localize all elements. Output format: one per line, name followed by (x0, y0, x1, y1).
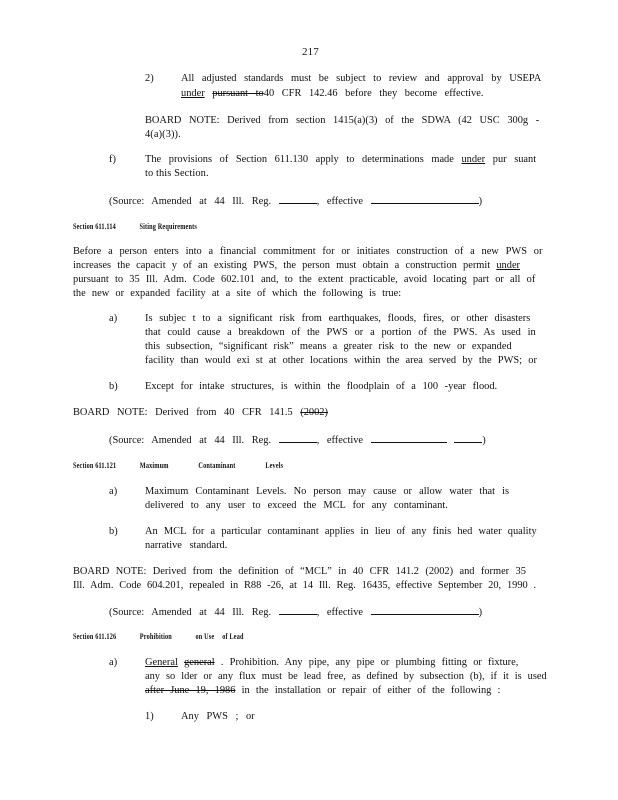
section-heading (73, 222, 197, 231)
board-note: 4(a)(3)). (145, 129, 181, 140)
section-title: on Use (195, 632, 215, 641)
board-note: Ill. Adm. Code 604.201, repealed in R88 -26, at 14 Ill. Reg. 16435, effective September 20, 1990 . (73, 580, 537, 591)
list-item-text: this subsection, “significant risk” means a greater risk to the new or expanded (145, 341, 512, 352)
blank-line (279, 433, 317, 443)
list-item-text: Any PWS ; or (181, 711, 255, 722)
section-title: Prohibition (139, 632, 172, 641)
list-item-number: a) (109, 657, 118, 668)
blank-line (279, 194, 317, 204)
list-item-text: any so lder or any flux must be lead free, as defined by subsection (b), if it is used (145, 671, 547, 682)
list-item-number: 2) (145, 73, 154, 84)
inserted-text: under (181, 88, 205, 99)
text-run: ) (478, 196, 483, 207)
blank-line (454, 433, 482, 443)
inserted-text: under (461, 154, 486, 165)
list-item-number: b) (109, 381, 118, 392)
section-title: of Lead (222, 632, 244, 641)
source-note (109, 433, 486, 447)
list-item-number: 1) (145, 711, 154, 722)
section-number: Section 611.126 (73, 632, 117, 641)
paragraph-text: pursuant to 35 Ill. Adm. Code 602.101 and, to the extent practicable, avoid locating part or all of (73, 274, 536, 285)
deleted-text: pursuant to (212, 88, 264, 99)
list-item-text (145, 486, 509, 498)
text-run: (Source: Amended at 44 Ill. Reg. (109, 607, 272, 618)
list-item-text: that could cause a breakdown of the PWS or a portion of the PWS. As used in (145, 327, 536, 338)
text-run: ) (478, 607, 483, 618)
list-item-text: to this Section. (145, 168, 209, 179)
list-item-text: All adjusted standards must be subject to review and approval by USEPA (181, 73, 542, 84)
deleted-text: (2002) (300, 407, 328, 418)
list-item-text (145, 657, 518, 669)
list-item-text: Is subjec t to a significant risk from earthquakes, floods, fires, or other disasters (145, 313, 531, 324)
text-run: ) (482, 435, 486, 446)
deleted-text: general (184, 657, 215, 668)
list-item-number: a) (109, 313, 118, 324)
text-run: in the installation or repair of either of the following : (241, 685, 501, 696)
text-run: The provisions of Section 611.130 apply to determinations made (145, 154, 454, 165)
board-note: BOARD NOTE: Derived from section 1415(a)(3) of the SDWA (42 USC 300g - (145, 115, 540, 126)
text-run: 40 CFR 142.46 before they become effective. (263, 88, 484, 99)
text-run: increases the capacit y of an existing PWS, the person must obtain a construction permit (73, 260, 491, 271)
inserted-text: General (145, 657, 178, 668)
list-item-text: delivered to any user to exceed the MCL for any contaminant. (145, 500, 448, 511)
list-item-text (181, 88, 483, 100)
list-item-number: f) (109, 154, 117, 165)
section-number: Section 611.114 (73, 222, 116, 231)
text-run: . Prohibition. Any pipe, any pipe or plumbing fitting or fixture, (220, 657, 519, 668)
source-note (109, 605, 482, 619)
list-item-text: Except for intake structures, is within the floodplain of a 100 -year flood. (145, 381, 498, 392)
board-note (73, 407, 328, 419)
list-item-text: facility than would exi st at other locations within the area served by the PWS; or (145, 355, 537, 366)
section-number: Section 611.121 (73, 461, 117, 470)
board-note: BOARD NOTE: Derived from the definition of “MCL” in 40 CFR 141.2 (2002) and former 35 (73, 566, 526, 577)
paragraph-text: Before a person enters into a financial commitment for or initiates construction of a new PWS or (73, 246, 543, 257)
source-note (109, 194, 482, 208)
section-title: Siting Requirements (139, 222, 197, 231)
deleted-text: after June 19, 1986 (145, 685, 236, 696)
text-run: BOARD NOTE: Derived from 40 CFR 141.5 (73, 407, 293, 418)
text-run: , effective (316, 607, 364, 618)
section-title: Contaminant (198, 461, 236, 470)
section-title: Maximum (139, 461, 169, 470)
text-run: (Source: Amended at 44 Ill. Reg. (109, 435, 272, 446)
list-item-text (145, 685, 500, 697)
list-item-number: a) (109, 486, 118, 497)
list-item-text: narrative standard. (145, 540, 228, 551)
text-run: . No person may cause or allow water that is (283, 486, 510, 497)
section-heading (73, 632, 244, 641)
inserted-text: under (496, 260, 521, 271)
blank-line (371, 194, 479, 204)
section-heading (73, 461, 283, 470)
section-title: Levels (265, 461, 284, 470)
text-run: , effective (316, 196, 364, 207)
page-number: 217 (302, 46, 319, 58)
text-run: Maximum Contaminant Levels (145, 486, 284, 497)
blank-line (371, 433, 447, 443)
list-item-number: b) (109, 526, 118, 537)
blank-line (279, 605, 317, 615)
paragraph-text: the new or expanded facility at a site of which the following is true: (73, 288, 402, 299)
text-run: pur suant (492, 154, 537, 165)
list-item-text: An MCL for a particular contaminant applies in lieu of any finis hed water quality (145, 526, 537, 537)
blank-line (371, 605, 479, 615)
paragraph-text (73, 260, 520, 272)
list-item-text (145, 154, 536, 166)
text-run: (Source: Amended at 44 Ill. Reg. (109, 196, 272, 207)
text-run: , effective (316, 435, 364, 446)
